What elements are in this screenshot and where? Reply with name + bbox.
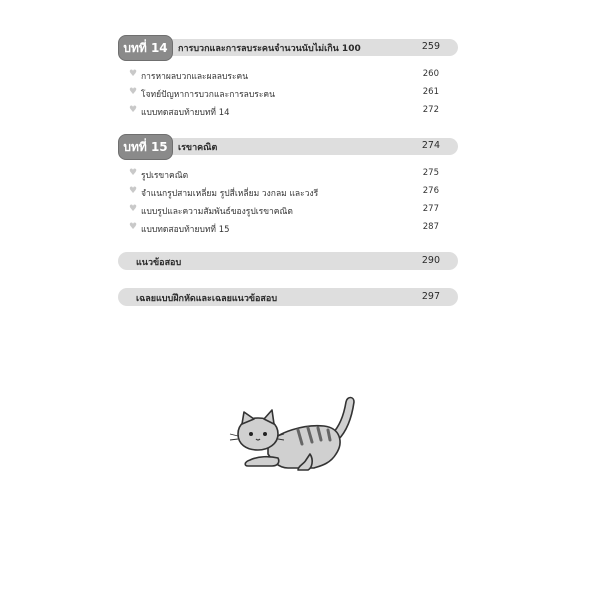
heart-icon: ♥ (129, 69, 138, 79)
heart-icon: ♥ (129, 222, 138, 232)
chapter-14-header (118, 39, 458, 56)
heart-icon: ♥ (129, 87, 138, 97)
toc-item-label: การหาผลบวกและผลลบระคน (141, 72, 249, 82)
answer-key-label: เฉลยแบบฝึกหัดและเฉลยแนวข้อสอบ (136, 294, 278, 304)
toc-item (129, 105, 439, 117)
toc-item-page: 275 (422, 168, 439, 178)
toc-item (129, 204, 439, 216)
toc-item (129, 186, 439, 198)
chapter-15-title: เรขาคณิต (178, 143, 218, 153)
chapter-14-title: การบวกและการลบระคนจำนวนนับไม่เกิน 100 (178, 44, 361, 54)
toc-item-page: 260 (422, 69, 439, 79)
chapter-15-header (118, 138, 458, 155)
heart-icon: ♥ (129, 168, 138, 178)
toc-item-label: แบบทดสอบท้ายบทที่ 14 (141, 108, 230, 118)
heart-icon: ♥ (129, 186, 138, 196)
chapter-15-page: 274 (421, 140, 440, 151)
toc-item-page: 276 (422, 186, 439, 196)
chapter-14-page: 259 (421, 41, 440, 52)
toc-item-page: 272 (422, 105, 439, 115)
exam-guide-row (118, 252, 458, 270)
cat-illustration (228, 388, 363, 478)
exam-guide-label: แนวข้อสอบ (136, 258, 182, 268)
heart-icon: ♥ (129, 204, 138, 214)
toc-item-label: แบบรูปและความสัมพันธ์ของรูปเรขาคณิต (141, 207, 293, 217)
toc-item-page: 277 (422, 204, 439, 214)
toc-item-label: แบบทดสอบท้ายบทที่ 15 (141, 225, 230, 235)
chapter-15-tag: บทที่ 15 (118, 134, 173, 160)
toc-item (129, 168, 439, 180)
exam-guide-page: 290 (421, 255, 440, 266)
toc-item (129, 87, 439, 99)
toc-item-page: 287 (422, 222, 439, 232)
toc-item-label: โจทย์ปัญหาการบวกและการลบระคน (141, 90, 275, 100)
toc-item-page: 261 (422, 87, 439, 97)
heart-icon: ♥ (129, 105, 138, 115)
answer-key-row (118, 288, 458, 306)
chapter-14-tag: บทที่ 14 (118, 35, 173, 61)
toc-item (129, 222, 439, 234)
toc-item-label: รูปเรขาคณิต (141, 171, 189, 181)
answer-key-page: 297 (421, 291, 440, 302)
toc-item-label: จำแนกรูปสามเหลี่ยม รูปสี่เหลี่ยม วงกลม และวงรี (141, 189, 319, 199)
toc-item (129, 69, 439, 81)
